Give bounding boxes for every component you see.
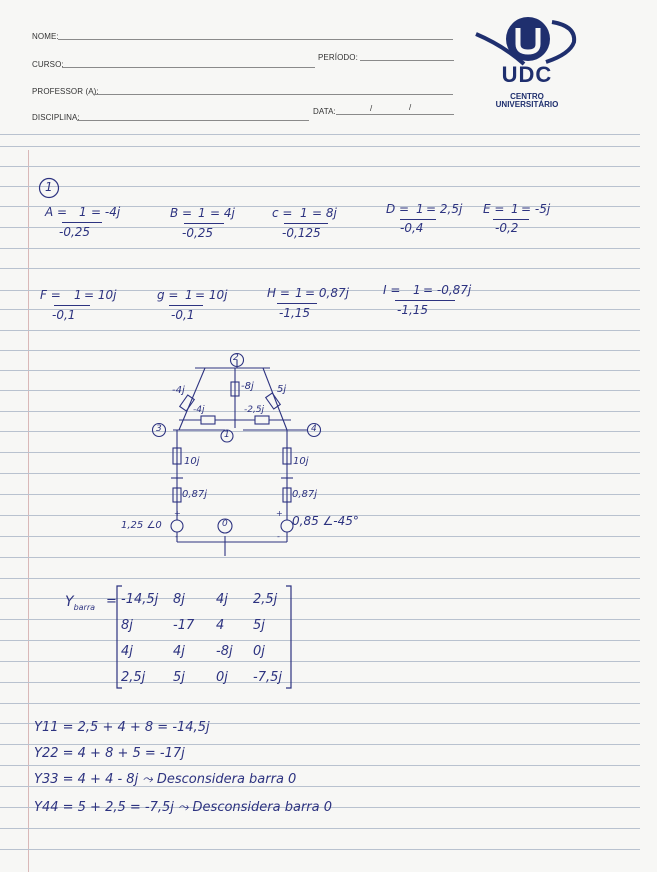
ruled-line <box>0 765 640 766</box>
professor-label: PROFESSOR (A): <box>32 87 99 96</box>
curso-line <box>62 67 315 68</box>
matrix-equals: = <box>106 594 117 609</box>
disciplina-label: DISCIPLINA: <box>32 113 80 122</box>
ruled-line <box>0 598 640 599</box>
circuit-node-3: 3 <box>156 424 162 434</box>
data-label: DATA: <box>313 107 336 116</box>
ruled-line <box>0 619 640 620</box>
professor-line <box>93 94 453 95</box>
curso-label: CURSO: <box>32 60 64 69</box>
source-left-minus: - <box>175 532 178 541</box>
matrix-label: $Y_{barra}$ <box>65 594 96 612</box>
ruled-line <box>0 268 640 269</box>
equation-y22: Y22 = 4 + 8 + 5 = -17j <box>34 746 185 761</box>
date-line <box>336 114 454 115</box>
circuit-node-1: 1 <box>224 430 230 440</box>
periodo-label: PERÍODO: <box>318 53 358 62</box>
circuit-node-2: 2 <box>233 353 239 363</box>
matrix-grid <box>121 592 291 692</box>
matrix-cell: 5j <box>173 670 185 685</box>
periodo-line <box>360 60 454 61</box>
date-sep-1: / <box>370 104 373 113</box>
disciplina-line <box>77 120 309 121</box>
matrix-cell: 0j <box>253 644 265 659</box>
adm-inner-right-label: -2,5j <box>244 405 265 415</box>
matrix-cell: 8j <box>121 618 133 633</box>
matrix-cell: 0j <box>216 670 228 685</box>
source-left-label: 1,25 ∠0 <box>121 520 162 531</box>
nome-label: NOME: <box>32 32 59 41</box>
adm-bot-left2-label: 0,87j <box>182 489 208 500</box>
ruled-line <box>0 186 640 187</box>
ruled-line <box>0 849 640 850</box>
ruled-line <box>0 166 640 167</box>
nome-line <box>58 39 453 40</box>
adm-mid-label: -8j <box>241 381 254 392</box>
ruled-line <box>0 640 640 641</box>
adm-right-label: 5j <box>277 384 287 395</box>
matrix-cell: -8j <box>216 644 233 659</box>
matrix-cell: 4 <box>216 618 225 633</box>
circuit-node-4: 4 <box>311 424 317 434</box>
logo-line2: UNIVERSITÁRIO <box>495 100 559 109</box>
matrix-cell: 2,5j <box>121 670 146 685</box>
source-right-minus: - <box>277 532 280 541</box>
ruled-line <box>0 134 640 135</box>
matrix-cell: -17 <box>173 618 195 633</box>
source-right-plus: + <box>276 509 283 518</box>
ruled-line <box>0 248 640 249</box>
source-left-plus: + <box>174 509 181 518</box>
matrix-cell: -14,5j <box>121 592 159 607</box>
ruled-line <box>0 703 640 704</box>
matrix-cell: 2,5j <box>253 592 278 607</box>
ruled-line <box>0 146 640 147</box>
matrix-cell: 8j <box>173 592 185 607</box>
matrix-cell: -7,5j <box>253 670 282 685</box>
circuit-node-0: 0 <box>222 519 228 529</box>
ruled-line <box>0 661 640 662</box>
matrix-cell: 4j <box>121 644 133 659</box>
logo-line1: CENTRO <box>510 92 544 101</box>
ruled-line <box>0 828 640 829</box>
question-number: 1 <box>45 180 53 194</box>
adm-bot-right1-label: 10j <box>293 456 309 467</box>
notebook-page: NOME: CURSO: PERÍODO: PROFESSOR (A): DISCIPLINA: DATA: / / UDC CENTRO UNIVERSITÁRIO 1 A = 1 = -4j -0,25 B = 1 = 4j -0,25 c = 1 = 8j -0,125 D = 1 = 2,5j -0,4 E = 1 = -5j -0,2 F = 1 = 10j -0,1 g = 1 = 10j -0,1 H = 1 = 0,87j -1,15 I = 1 = -0,87j -1,15 2 3 4 1 0 -4j -8j 5j -4j -2,5j 10j 10j 0,87j 0,87j 1,25 ∠0 0,85 ∠-45° + - + - $Y_{barra}$ = -14,5j 8j 4j 2,5j 8j -17 4 5j 4j 4j -8j 0j 2,5j 5j 0j -7,5j Y11 = 2,5 + 4 + 8 = -14,5j Y22 = 4 + 8 + 5 = -17j Y33 = 4 + 4 - 8j ⤳ Desconsidera barra 0 Y44 = 5 + 2,5 = -7,5j ⤳ Desconsidera barra 0 <box>0 0 657 872</box>
adm-inner-left-label: -4j <box>193 405 205 415</box>
ruled-line <box>0 744 640 745</box>
matrix-cell: 4j <box>216 592 228 607</box>
equation-y33: Y33 = 4 + 4 - 8j ⤳ Desconsidera barra 0 <box>34 772 297 787</box>
ruled-line <box>0 578 640 579</box>
ruled-line <box>0 330 640 331</box>
source-right-label: 0,85 ∠-45° <box>292 514 359 528</box>
matrix-cell: 4j <box>173 644 185 659</box>
date-sep-2: / <box>409 103 412 112</box>
equation-y11: Y11 = 2,5 + 4 + 8 = -14,5j <box>34 720 210 735</box>
adm-bot-left1-label: 10j <box>184 456 200 467</box>
matrix-cell: 5j <box>253 618 265 633</box>
margin-line <box>28 150 29 872</box>
adm-left-label: -4j <box>172 385 185 396</box>
ruled-line <box>0 682 640 683</box>
equation-y44: Y44 = 5 + 2,5 = -7,5j ⤳ Desconsidera barra 0 <box>34 800 333 815</box>
adm-bot-right2-label: 0,87j <box>292 489 318 500</box>
ruled-line <box>0 309 640 310</box>
logo-brand: UDC <box>501 62 553 87</box>
